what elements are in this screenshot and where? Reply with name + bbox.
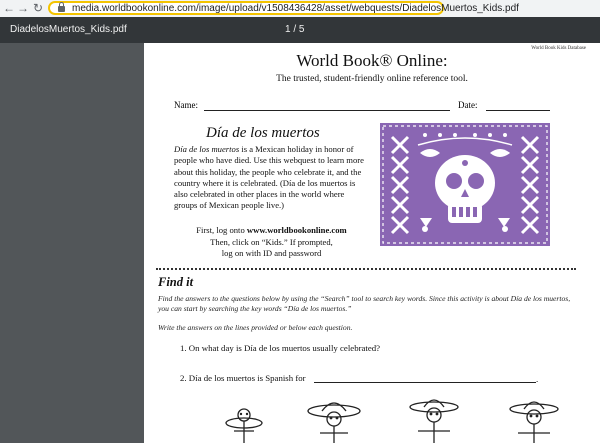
login-instructions (174, 225, 369, 260)
back-arrow-icon[interactable]: ← (3, 1, 15, 15)
question-2-blank-line (314, 382, 536, 383)
login-prefix: First, log onto (196, 225, 247, 235)
url-text: media.worldbookonline.com/image/upload/v1508436428/asset/webquests/DiadelosMuertos_Kids.pdf (72, 3, 519, 14)
pdf-page (144, 43, 600, 443)
database-label: World Book Kids Database (531, 46, 586, 51)
intro-text: is a Mexican holiday in honor of people who have died. Use this webquest to learn more about this holiday, the people who celebrate it, and the country where it is celebrated. (Día de los muertos is also celebrated in other places in the world where groups of Mexican people live.) (174, 144, 364, 211)
section-heading: Día de los muertos (206, 125, 320, 141)
find-it-heading: Find it (158, 275, 194, 289)
question-2-end: . (536, 374, 539, 384)
address-bar[interactable] (48, 1, 519, 15)
login-line-1 (174, 225, 369, 237)
section-divider (156, 268, 576, 270)
question-2: 2. Día de los muertos is Spanish for (180, 373, 306, 383)
pdf-viewer-toolbar (0, 17, 600, 43)
pdf-filename: DiadelosMuertos_Kids.pdf (10, 24, 127, 35)
name-label: Name: (174, 100, 198, 110)
lock-icon (58, 6, 65, 12)
date-label: Date: (458, 100, 478, 110)
answer-instructions: Write the answers on the lines provided or below each question. (158, 323, 353, 332)
reload-icon[interactable]: ↻ (32, 1, 44, 15)
forward-arrow-icon[interactable]: → (17, 1, 29, 15)
document-subtitle: The trusted, student-friendly online reference tool. (276, 74, 468, 84)
browser-toolbar (0, 0, 600, 18)
intro-paragraph (174, 144, 369, 212)
login-line-3: log on with ID and password (221, 248, 322, 259)
date-blank-line (486, 110, 550, 111)
intro-emphasis: Día de los muertos (174, 144, 240, 154)
document-title: World Book® Online: (296, 51, 448, 70)
papel-picado-banner (380, 123, 550, 246)
search-instructions: Find the answers to the questions below by using the “Search” tool to search key words. Since this activity is about Día de los muertos, you can start by searching the key words “Día de los muertos.” (158, 294, 571, 314)
page-indicator: 1 / 5 (285, 24, 305, 35)
skeleton-mariachi-illustration (204, 393, 600, 443)
name-blank-line (204, 110, 450, 111)
login-url: www.worldbookonline.com (246, 225, 347, 235)
question-1: 1. On what day is Día de los muertos usually celebrated? (180, 343, 381, 353)
login-line-2: Then, click on “Kids.” If prompted, (210, 236, 333, 247)
